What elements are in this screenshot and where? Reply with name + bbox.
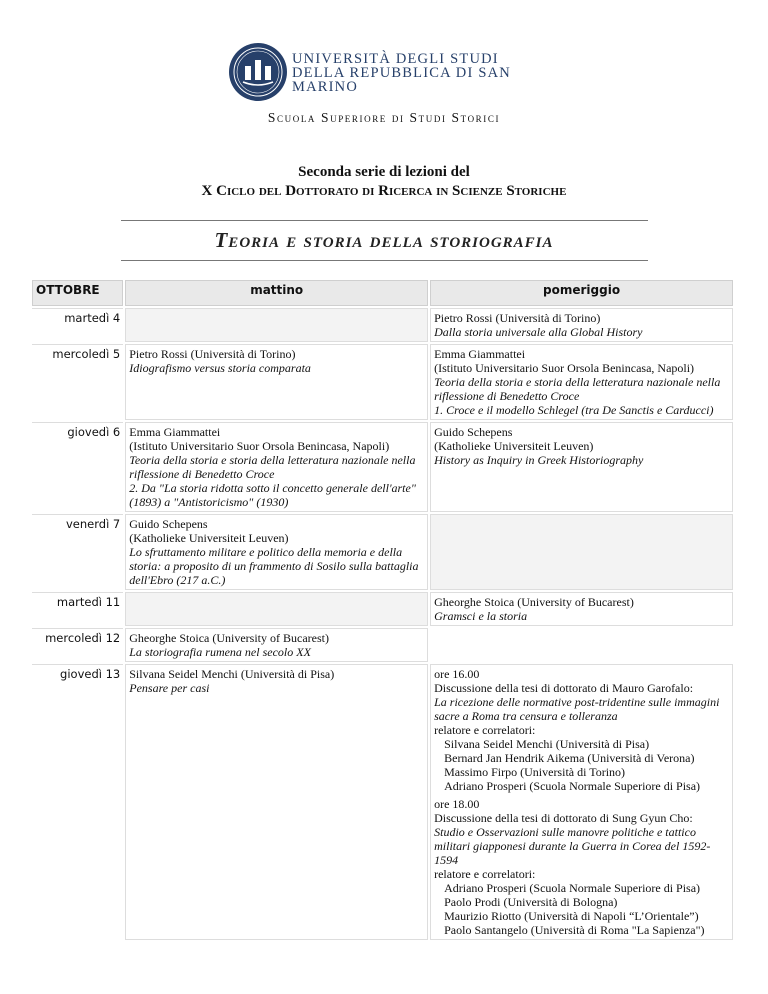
lecture-text: Guido Schepens — [129, 517, 208, 531]
lecture-text: (Katholieke Universiteit Leuven) — [129, 531, 289, 545]
lecture-text: Discussione della tesi di dottorato di Sung Gyun Cho: — [434, 811, 693, 825]
afternoon-cell — [430, 344, 733, 420]
afternoon-cell — [430, 592, 733, 626]
lecture-text: Emma Giammattei — [129, 425, 221, 439]
table-row — [32, 592, 733, 626]
afternoon-cell — [430, 664, 733, 940]
lecture-text: Massimo Firpo (Università di Torino) — [444, 765, 626, 779]
day-cell: martedì 11 — [32, 592, 123, 626]
subtitle-line1: Seconda serie di lezioni del — [298, 164, 470, 180]
lecture-text: Adriano Prosperi (Scuola Normale Superiore di Pisa) — [444, 779, 701, 793]
day-cell: mercoledì 5 — [32, 344, 123, 420]
lecture-text: Paolo Santangelo (Università di Roma "La Sapienza") — [444, 923, 705, 937]
lecture-text: Gheorghe Stoica (University of Bucarest) — [129, 631, 329, 645]
lecture-text: Maurizio Riotto (Università di Napoli “L’Orientale”) — [444, 909, 699, 923]
lecture-text: Silvana Seidel Menchi (Università di Pisa) — [129, 667, 335, 681]
lecture-text: Paolo Prodi (Università di Bologna) — [444, 895, 618, 909]
subtitle-line2: X Ciclo del Dottorato di Ricerca in Scienze Storiche — [201, 183, 567, 199]
table-row — [32, 514, 733, 590]
lecture-text: Gheorghe Stoica (University of Bucarest) — [434, 595, 634, 609]
lecture-text: Pietro Rossi (Università di Torino) — [129, 347, 296, 361]
lecture-title: Gramsci e la storia — [434, 609, 528, 623]
lecture-text: Adriano Prosperi (Scuola Normale Superiore di Pisa) — [444, 881, 701, 895]
lecture-title: 1. Croce e il modello Schlegel (tra De Sanctis e Carducci) — [434, 403, 714, 417]
lecture-text: Silvana Seidel Menchi (Università di Pisa) — [444, 737, 650, 751]
university-seal-icon — [228, 42, 288, 102]
morning-cell — [125, 592, 428, 626]
afternoon-cell — [430, 628, 733, 662]
university-name-line1: UNIVERSITÀ DEGLI STUDI — [292, 51, 499, 67]
lecture-title: Teoria della storia e storia della letteratura nazionale nella riflessione di Benedetto Croce — [434, 375, 721, 403]
day-cell: mercoledì 12 — [32, 628, 123, 662]
lecture-title: Teoria della storia e storia della letteratura nazionale nella riflessione di Benedetto Croce — [129, 453, 416, 481]
month-header: OTTOBRE — [32, 280, 123, 306]
morning-header: mattino — [125, 280, 428, 306]
university-name — [292, 52, 558, 94]
table-row — [32, 628, 733, 662]
schedule-table — [30, 278, 735, 942]
lecture-text: ore 18.00 — [434, 797, 480, 811]
morning-cell — [125, 308, 428, 342]
lecture-text: relatore e correlatori: — [434, 723, 536, 737]
table-header-row — [32, 280, 733, 306]
lecture-title: Pensare per casi — [129, 681, 210, 695]
lecture-title: 2. Da "La storia ridotta sotto il concetto generale dell'arte" (1893) a "Antistoricismo" (1930) — [129, 481, 416, 509]
day-cell: venerdì 7 — [32, 514, 123, 590]
day-cell: giovedì 13 — [32, 664, 123, 940]
lecture-title: History as Inquiry in Greek Historiography — [434, 453, 644, 467]
morning-cell — [125, 422, 428, 512]
lecture-text: (Istituto Universitario Suor Orsola Benincasa, Napoli) — [434, 361, 695, 375]
university-logo — [228, 42, 558, 104]
lecture-text: Pietro Rossi (Università di Torino) — [434, 311, 601, 325]
afternoon-cell — [430, 308, 733, 342]
lecture-title: Studio e Osservazioni sulle manovre politiche e tattico militari giapponesi durante la Guerra in Corea del 1592-1594 — [434, 825, 711, 867]
lecture-text: Bernard Jan Hendrik Aikema (Università di Verona) — [444, 751, 695, 765]
lecture-title: Idiografismo versus storia comparata — [129, 361, 311, 375]
table-row — [32, 664, 733, 940]
lecture-title: Lo sfruttamento militare e politico della memoria e della storia: a proposito di un frammento di Sosilo sulla battaglia dell'Ebro (217 a.C.) — [129, 545, 419, 587]
lecture-text: relatore e correlatori: — [434, 867, 536, 881]
school-name: Scuola Superiore di Studi Storici — [267, 110, 501, 125]
afternoon-cell — [430, 422, 733, 512]
afternoon-header: pomeriggio — [430, 280, 733, 306]
table-row — [32, 344, 733, 420]
morning-cell — [125, 344, 428, 420]
university-name-line2: DELLA REPUBBLICA DI SAN MARINO — [292, 65, 511, 95]
morning-cell — [125, 514, 428, 590]
table-row — [32, 308, 733, 342]
title-rule-bottom — [121, 260, 648, 261]
afternoon-cell — [430, 514, 733, 590]
title-rule-top — [121, 220, 648, 221]
page-title: Teoria e storia della storiografia — [214, 228, 554, 252]
lecture-title: Dalla storia universale alla Global History — [434, 325, 643, 339]
lecture-text: Guido Schepens — [434, 425, 513, 439]
lecture-text: (Istituto Universitario Suor Orsola Benincasa, Napoli) — [129, 439, 390, 453]
lecture-title: La storiografia rumena nel secolo XX — [129, 645, 311, 659]
morning-cell — [125, 628, 428, 662]
lecture-text: Emma Giammattei — [434, 347, 526, 361]
lecture-title: La ricezione delle normative post-tridentine sulle immagini sacre a Roma tra censura e tolleranza — [434, 695, 720, 723]
lecture-text: Discussione della tesi di dottorato di Mauro Garofalo: — [434, 681, 694, 695]
day-cell: martedì 4 — [32, 308, 123, 342]
lecture-text: ore 16.00 — [434, 667, 480, 681]
table-row — [32, 422, 733, 512]
day-cell: giovedì 6 — [32, 422, 123, 512]
morning-cell — [125, 664, 428, 940]
lecture-text: (Katholieke Universiteit Leuven) — [434, 439, 594, 453]
